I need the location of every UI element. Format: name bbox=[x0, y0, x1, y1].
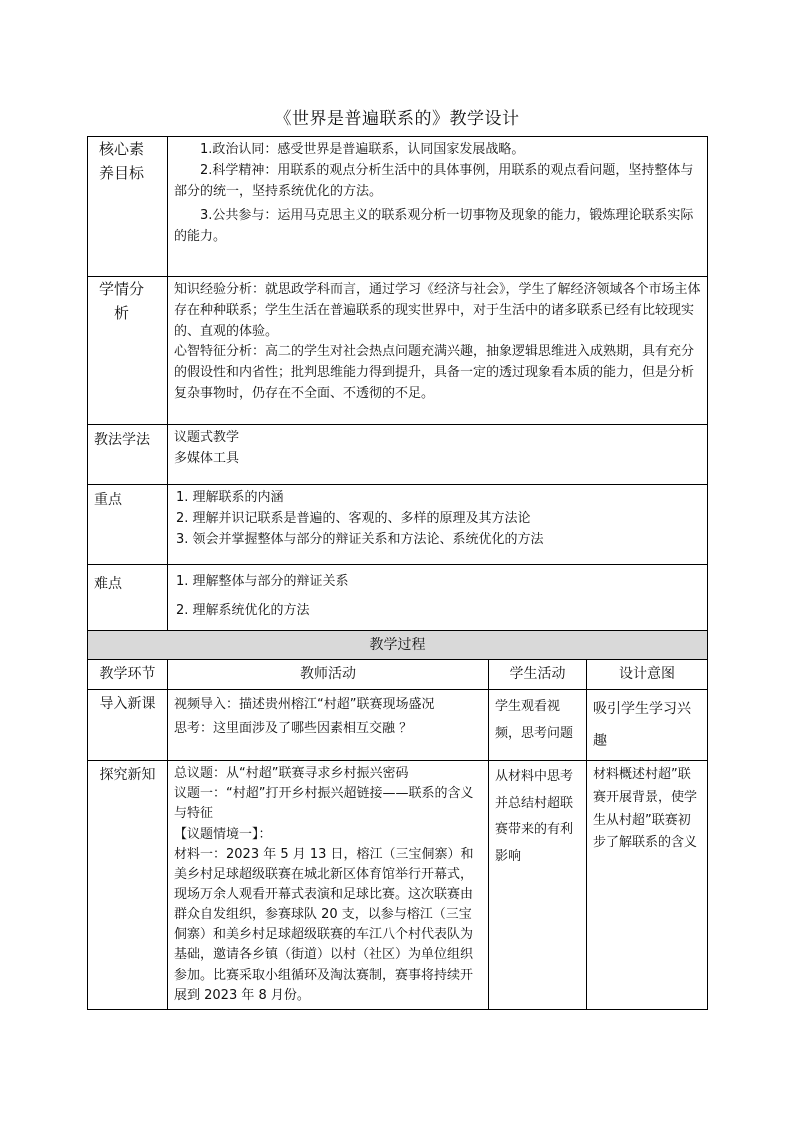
design-intent-intro: 吸引学生学习兴趣 bbox=[587, 689, 708, 760]
process-section-row bbox=[88, 631, 708, 660]
mental-analysis: 心智特征分析：高二的学生对社会热点问题充满兴趣，抽象逻辑思维进入成熟期，具有充分的假设性和内省性；批判思维能力得到提升，具备一定的透过现象看本质的能力，但是分析复杂事物时，仍存在不全面、不透彻的不足。 bbox=[174, 344, 695, 401]
student-activity-intro: 学生观看视频，思考问题 bbox=[489, 689, 587, 760]
key-point-item: 1. 理解联系的内涵 bbox=[176, 490, 284, 505]
key-points-label: 重点 bbox=[88, 485, 168, 565]
student-activity-explore: 从材料中思考并总结村超联赛带来的有利影响 bbox=[489, 761, 587, 1010]
knowledge-analysis: 知识经验分析：就思政学科而言，通过学习《经济与社会》，学生了解经济领域各个市场主体存在种种联系；学生生活在普遍联系的现实世界中，对于生活中的诸多联系已经有比较现实的、直观的体验。 bbox=[174, 282, 701, 339]
core-goal-3: 3.公共参与：运用马克思主义的联系观分析一切事物及现象的能力，锻炼理论联系实际的能力。 bbox=[174, 208, 694, 245]
key-point-item: 2. 理解并识记联系是普遍的、客观的、多样的原理及其方法论 bbox=[176, 510, 531, 526]
teacher-intro-line-2: 思考：这里面涉及了哪些因素相互交融 ？ bbox=[174, 721, 413, 737]
teacher-activity-intro bbox=[168, 689, 489, 760]
method-item-2: 多媒体工具 bbox=[174, 450, 240, 466]
main-topic: 总议题：从“村超”联赛寻求乡村振兴密码 bbox=[174, 766, 409, 782]
lesson-plan-table bbox=[87, 136, 708, 1010]
difficult-point-item: 2. 理解系统优化的方法 bbox=[176, 602, 310, 618]
design-intent-explore: 材料概述村超”联赛开展背景，使学生从村超”联赛初步了解联系的含义 bbox=[587, 761, 708, 1010]
header-stage: 教学环节 bbox=[88, 660, 168, 689]
process-header-row bbox=[88, 660, 708, 689]
situation-one-heading: 【议题情境一】： bbox=[174, 826, 272, 842]
student-analysis-content bbox=[168, 277, 708, 425]
method-item-1: 议题式教学 bbox=[174, 430, 240, 445]
method-content bbox=[168, 425, 708, 485]
document-title: 《世界是普遍联系的》教学设计 bbox=[274, 109, 520, 129]
header-student: 学生活动 bbox=[489, 660, 587, 689]
topic-one: 议题一：“村超”打开乡村振兴超链接——联系的含义与特征 bbox=[174, 786, 474, 822]
core-goal-1: 1.政治认同：感受世界是普遍联系，认同国家发展战略。 bbox=[200, 142, 525, 157]
teacher-intro-line-1: 视频导入：描述贵州榕江“村超”联赛现场盛况 bbox=[174, 696, 435, 712]
difficult-point-item: 1. 理解整体与部分的辩证关系 bbox=[176, 574, 349, 589]
student-analysis-row bbox=[88, 277, 708, 425]
method-label: 教法学法 bbox=[88, 425, 168, 485]
stage-intro: 导入新课 bbox=[88, 689, 168, 760]
teacher-activity-explore bbox=[168, 761, 489, 1010]
core-literacy-content bbox=[168, 137, 708, 277]
core-literacy-label: 核心素养目标 bbox=[88, 137, 168, 277]
difficult-points-content bbox=[168, 565, 708, 631]
difficult-points-label: 难点 bbox=[88, 565, 168, 631]
key-points-row bbox=[88, 485, 708, 565]
process-section-title: 教学过程 bbox=[88, 631, 708, 660]
stage-explore: 探究新知 bbox=[88, 761, 168, 1010]
difficult-points-row bbox=[88, 565, 708, 631]
key-points-content bbox=[168, 485, 708, 565]
core-goal-2: 2.科学精神：用联系的观点分析生活中的具体事例，用联系的观点看问题，坚持整体与部分的统一，坚持系统优化的方法。 bbox=[174, 162, 694, 199]
method-row bbox=[88, 425, 708, 485]
header-teacher: 教师活动 bbox=[168, 660, 489, 689]
student-analysis-label: 学情分析 bbox=[88, 277, 168, 425]
material-one: 材料一：2023 年 5 月 13 日，榕江（三宝侗寨）和美乡村足球超级联赛在城北新区体育馆举行开幕式，现场万余人观看开幕式表演和足球比赛。这次联赛由群众自发组织，参赛球队 20 支，以参与榕江（三宝侗寨）和美乡村足球超级联赛的车江八个村代表队为基础，邀请各乡镇（街道）以村（社区）为单位组织参加。比赛采取小组循环及淘汰赛制，赛事将持续开展到 2023 年 8 月份。 bbox=[174, 846, 474, 1003]
key-point-item: 3. 领会并掌握整体与部分的辩证关系和方法论、系统优化的方法 bbox=[176, 531, 544, 547]
process-row-explore bbox=[88, 761, 708, 1010]
header-intent: 设计意图 bbox=[587, 660, 708, 689]
core-literacy-row bbox=[88, 137, 708, 277]
process-row-intro bbox=[88, 689, 708, 760]
